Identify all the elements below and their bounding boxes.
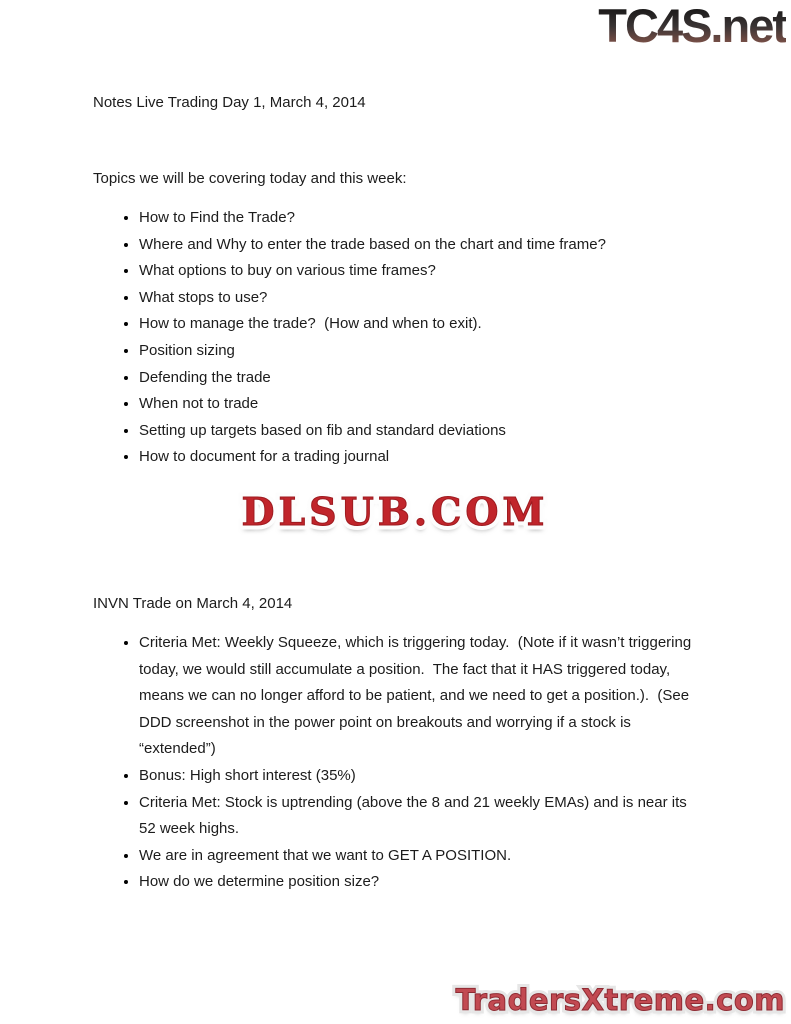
invn-item: • How do we determine position size? — [139, 869, 697, 896]
invn-list — [93, 630, 697, 896]
topics-list — [93, 205, 697, 471]
document-content — [93, 0, 697, 896]
invn-item: • We are in agreement that we want to GET A POSITION. — [139, 843, 697, 870]
topic-item: • How to Find the Trade? — [139, 205, 697, 232]
tradersxtreme-logo: TradersXtreme.com TradersXtreme.com — [456, 980, 785, 1020]
topic-item: • When not to trade — [139, 391, 697, 418]
tc4s-logo: TC4S.net — [598, 0, 786, 52]
topic-item: • How to document for a trading journal — [139, 444, 697, 471]
invn-item: • Criteria Met: Weekly Squeeze, which is triggering today. (Note if it wasn’t triggering today, we would still accumulate a position. The fact that it HAS triggered today, means we can no longer afford to be patient, and we need to get a position.). (See DDD screenshot in the power point on breakouts and worrying if a stock is “extended”) — [139, 630, 697, 763]
page-title: Notes Live Trading Day 1, March 4, 2014 — [93, 94, 366, 111]
topics-heading: Topics we will be covering today and this week: — [93, 170, 407, 187]
topic-item: • Position sizing — [139, 338, 697, 365]
topic-item: • What stops to use? — [139, 285, 697, 312]
topic-item: • What options to buy on various time frames? — [139, 258, 697, 285]
invn-item: • Criteria Met: Stock is uptrending (above the 8 and 21 weekly EMAs) and is near its 52 week highs. — [139, 790, 697, 843]
dlsub-logo: DLSUB.COM DLSUB.COM — [241, 487, 548, 537]
topic-item: • Where and Why to enter the trade based on the chart and time frame? — [139, 232, 697, 259]
topic-item: • Setting up targets based on fib and standard deviations — [139, 418, 697, 445]
dlsub-logo-row — [93, 487, 697, 543]
invn-item: • Bonus: High short interest (35%) — [139, 763, 697, 790]
topic-item: • How to manage the trade? (How and when to exit). — [139, 311, 697, 338]
invn-heading: INVN Trade on March 4, 2014 — [93, 594, 293, 612]
topic-item: • Defending the trade — [139, 365, 697, 392]
